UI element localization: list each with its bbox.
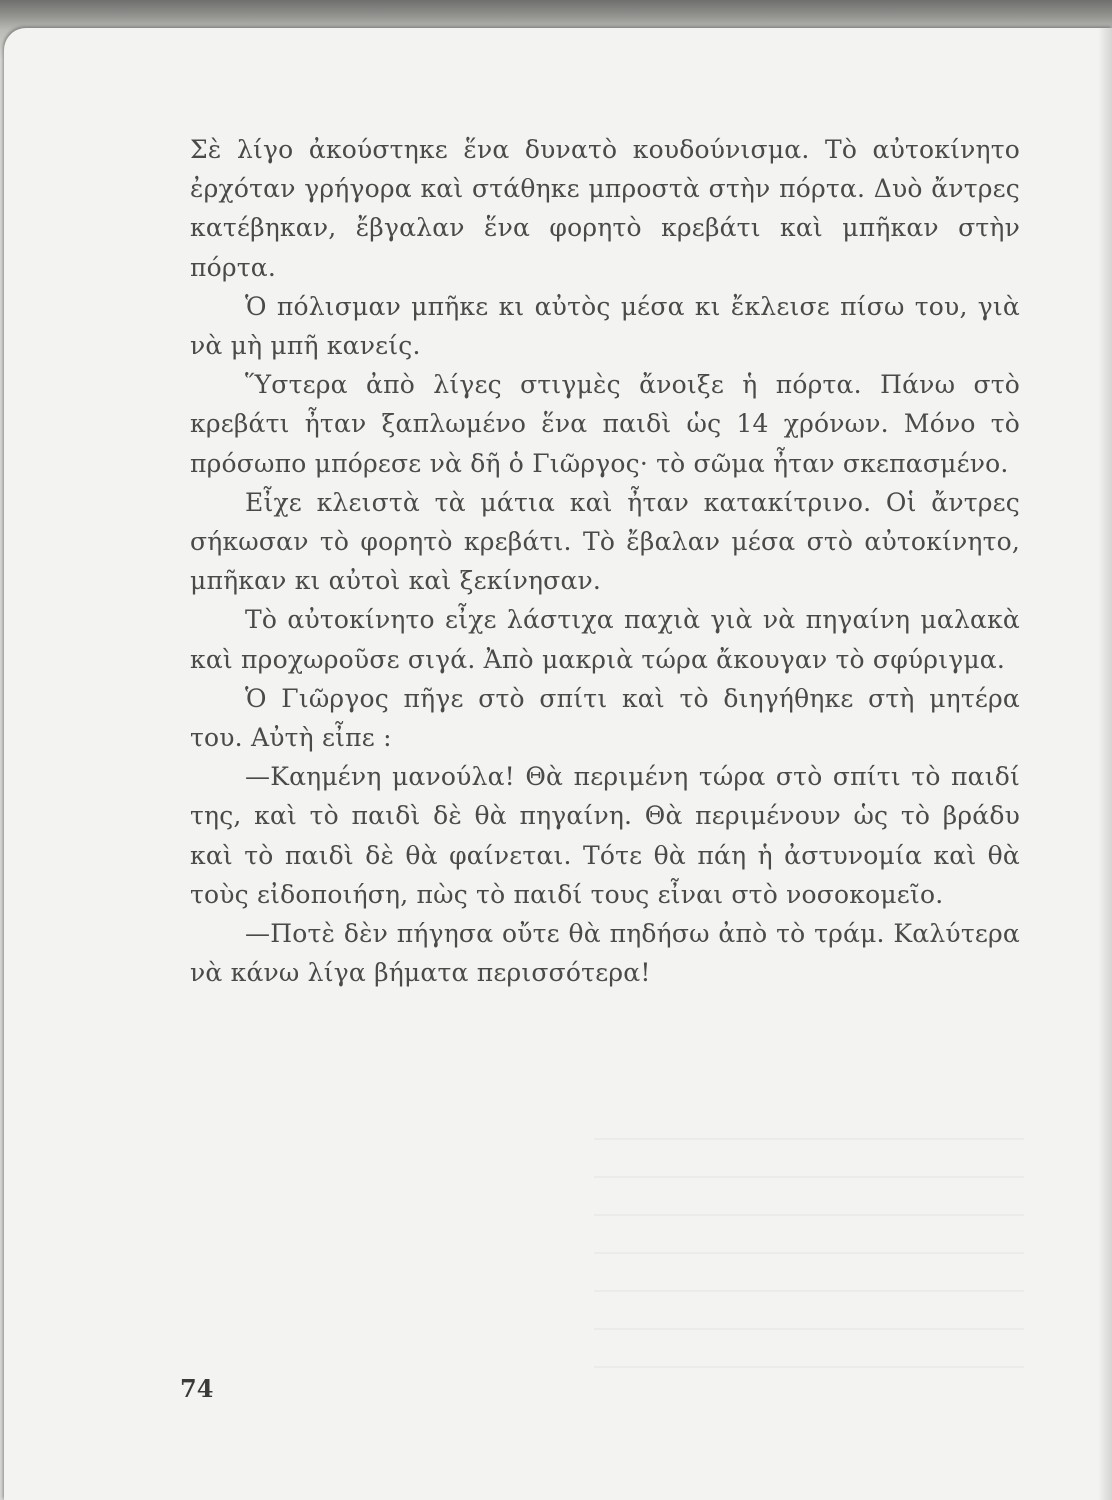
paragraph-3: Ὕστερα ἀπὸ λίγες στιγμὲς ἄνοιξε ἡ πόρτα. Πάνω στὸ κρεβάτι ἦταν ξαπλωμένο ἕνα παιδὶ ὡς 14 χρόνων. Μόνο τὸ πρόσωπο μπόρεσε νὰ δῆ ὁ Γιῶργος· τὸ σῶμα ἦταν σκεπασμένο. (190, 370, 1020, 478)
page-number: 74 (180, 1374, 214, 1403)
paragraph-4: Εἶχε κλειστὰ τὰ μάτια καὶ ἦταν κατακίτρινο. Οἱ ἄντρες σήκωσαν τὸ φορητὸ κρεβάτι. Τὸ ἔβαλαν μέσα στὸ αὐτοκίνητο, μπῆκαν κι αὐτοὶ καὶ ξεκίνησαν. (190, 487, 1020, 596)
page-body-text (190, 130, 1020, 992)
paragraph-6: Ὁ Γιῶργος πῆγε στὸ σπίτι καὶ τὸ διηγήθηκε στὴ μητέρα του. Αὐτὴ εἶπε : (190, 683, 1020, 753)
show-through-text (594, 1138, 1024, 1398)
paragraph-2: Ὁ πόλισμαν μπῆκε κι αὐτὸς μέσα κι ἔκλεισε πίσω του, γιὰ νὰ μὴ μπῆ κανείς. (190, 291, 1020, 361)
book-page (4, 28, 1112, 1500)
paragraph-7-dialogue: —Καημένη μανούλα! Θὰ περιμένη τώρα στὸ σπίτι τὸ παιδί της, καὶ τὸ παιδὶ δὲ θὰ πηγαίνη. Θὰ περιμένουν ὡς τὸ βράδυ καὶ τὸ παιδὶ δὲ θὰ φαίνεται. Τότε θὰ πάη ἡ ἀστυνομία καὶ θὰ τοὺς εἰδοποιήση, πὼς τὸ παιδί τους εἶναι στὸ νοσοκομεῖο. (190, 762, 1020, 909)
paragraph-8-dialogue: —Ποτὲ δὲν πήγησα οὔτε θὰ πηδήσω ἀπὸ τὸ τράμ. Καλύτερα νὰ κάνω λίγα βήματα περισσότερα! (190, 919, 1020, 988)
paragraph-1: Σὲ λίγο ἀκούστηκε ἕνα δυνατὸ κουδούνισμα. Τὸ αὐτοκίνητο ἐρχόταν γρήγορα καὶ στάθηκε μπροστὰ στὴν πόρτα. Δυὸ ἄντρες κατέβηκαν, ἔβγαλαν ἕνα φορητὸ κρεβάτι καὶ μπῆκαν στὴν πόρτα. (190, 135, 1020, 282)
paragraph-5: Τὸ αὐτοκίνητο εἶχε λάστιχα παχιὰ γιὰ νὰ πηγαίνη μαλακὰ καὶ προχωροῦσε σιγά. Ἀπὸ μακριὰ τώρα ἄκουγαν τὸ σφύριγμα. (190, 605, 1020, 674)
